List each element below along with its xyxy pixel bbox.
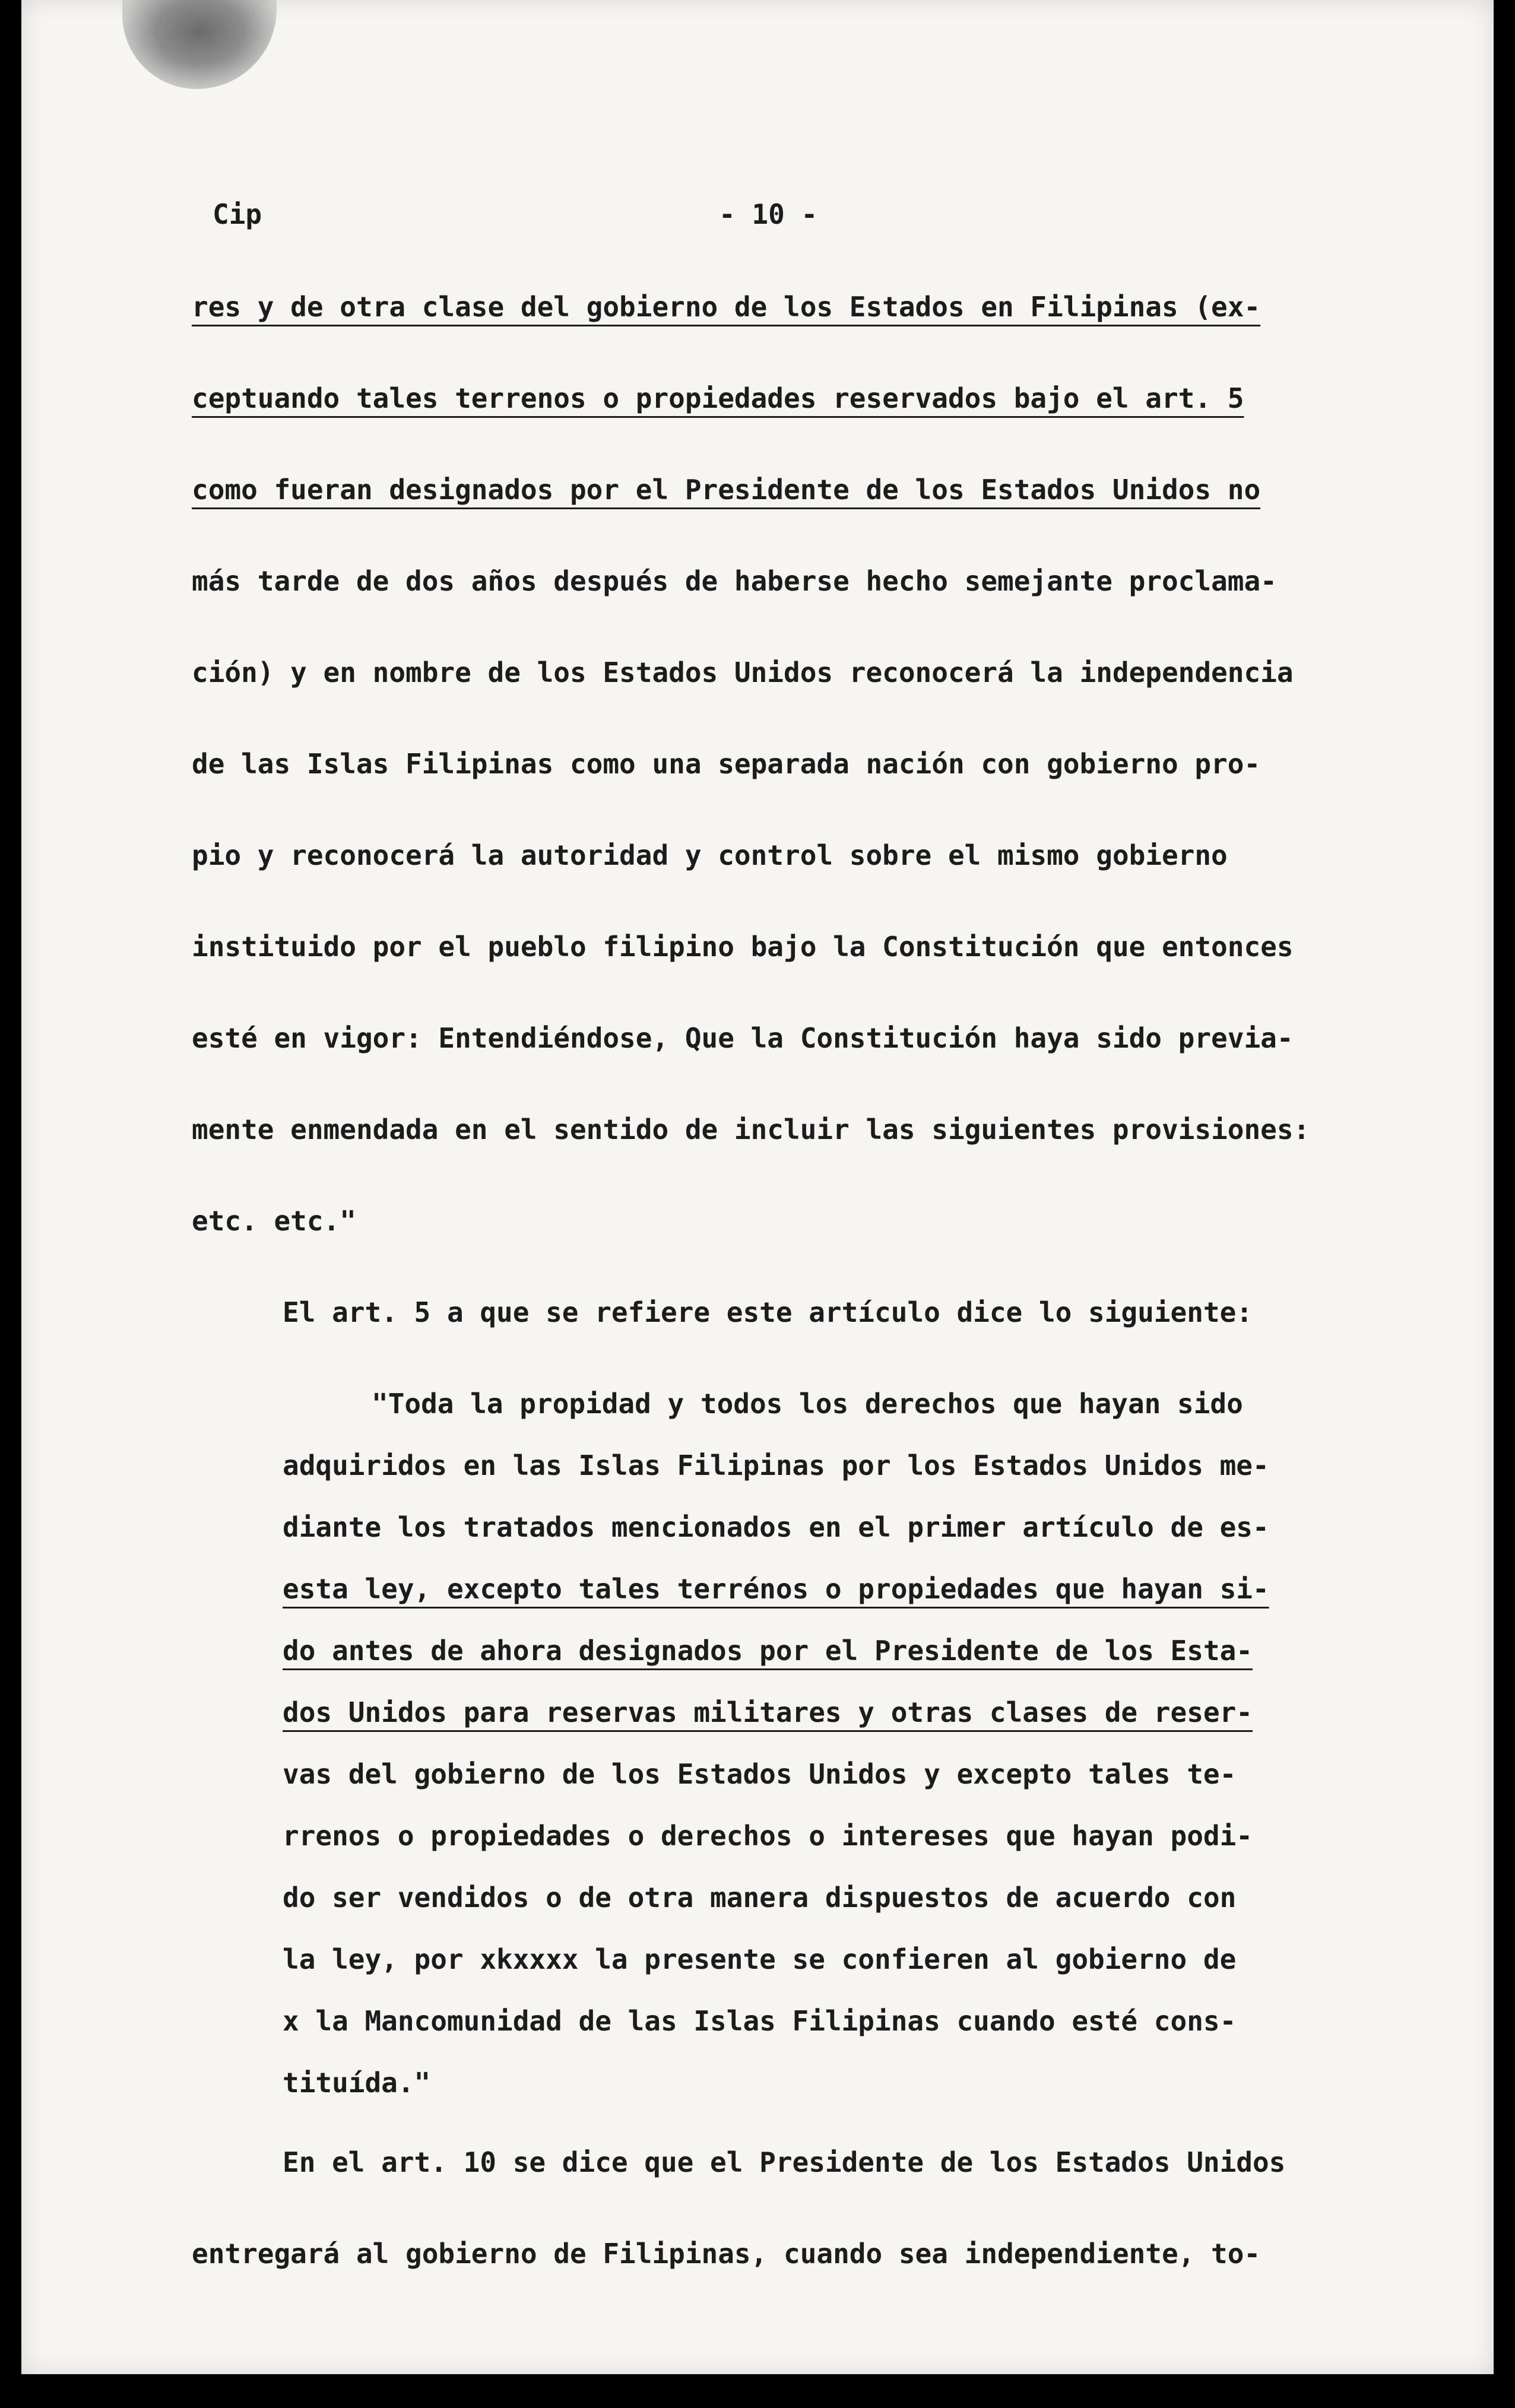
text-line: ceptuando tales terrenos o propiedades reservados bajo el art. 5 <box>192 382 1244 414</box>
quote-line: diante los tratados mencionados en el primer artículo de es- <box>283 1511 1269 1543</box>
text-line: ción) y en nombre de los Estados Unidos reconocerá la independencia <box>192 656 1294 689</box>
quote-line: x la Mancomunidad de las Islas Filipinas cuando esté cons- <box>283 2005 1237 2037</box>
quote-line: rrenos o propiedades o derechos o intereses que hayan podi- <box>283 1820 1253 1852</box>
page-number: - 10 - <box>719 198 818 230</box>
quote-line: tituída." <box>283 2067 431 2099</box>
header-left-label: Cip <box>213 198 262 230</box>
ink-smudge <box>122 0 277 89</box>
quote-line: "Toda la propidad y todos los derechos que hayan sido <box>372 1388 1243 1420</box>
text-line: como fueran designados por el Presidente de los Estados Unidos no <box>192 474 1261 506</box>
text-line: esté en vigor: Entendiéndose, Que la Constitución haya sido previa- <box>192 1022 1294 1054</box>
text-line: más tarde de dos años después de haberse hecho semejante proclama- <box>192 565 1277 597</box>
quote-line: esta ley, excepto tales terrénos o propiedades que hayan si- <box>283 1573 1269 1605</box>
quote-line: dos Unidos para reservas militares y otras clases de reser- <box>283 1696 1253 1728</box>
paragraph-line: El art. 5 a que se refiere este artículo dice lo siguiente: <box>283 1296 1253 1328</box>
quote-line: la ley, por xkxxxx la presente se confieren al gobierno de <box>283 1943 1237 1975</box>
quote-line: vas del gobierno de los Estados Unidos y excepto tales te- <box>283 1758 1237 1790</box>
text-line: entregará al gobierno de Filipinas, cuando sea independiente, to- <box>192 2238 1261 2270</box>
text-line: de las Islas Filipinas como una separada nación con gobierno pro- <box>192 748 1261 780</box>
quote-line: do antes de ahora designados por el Presidente de los Esta- <box>283 1635 1253 1667</box>
quote-line: adquiridos en las Islas Filipinas por los Estados Unidos me- <box>283 1449 1269 1481</box>
text-line: etc. etc." <box>192 1205 356 1237</box>
text-line: instituido por el pueblo filipino bajo la Constitución que entonces <box>192 931 1294 963</box>
paragraph-line: En el art. 10 se dice que el Presidente de los Estados Unidos <box>283 2146 1286 2178</box>
text-line: pio y reconocerá la autoridad y control sobre el mismo gobierno <box>192 839 1228 871</box>
quote-line: do ser vendidos o de otra manera dispuestos de acuerdo con <box>283 1882 1237 1914</box>
document-page <box>21 0 1494 2374</box>
text-line: res y de otra clase del gobierno de los Estados en Filipinas (ex- <box>192 291 1261 323</box>
text-line: mente enmendada en el sentido de incluir las siguientes provisiones: <box>192 1113 1310 1146</box>
